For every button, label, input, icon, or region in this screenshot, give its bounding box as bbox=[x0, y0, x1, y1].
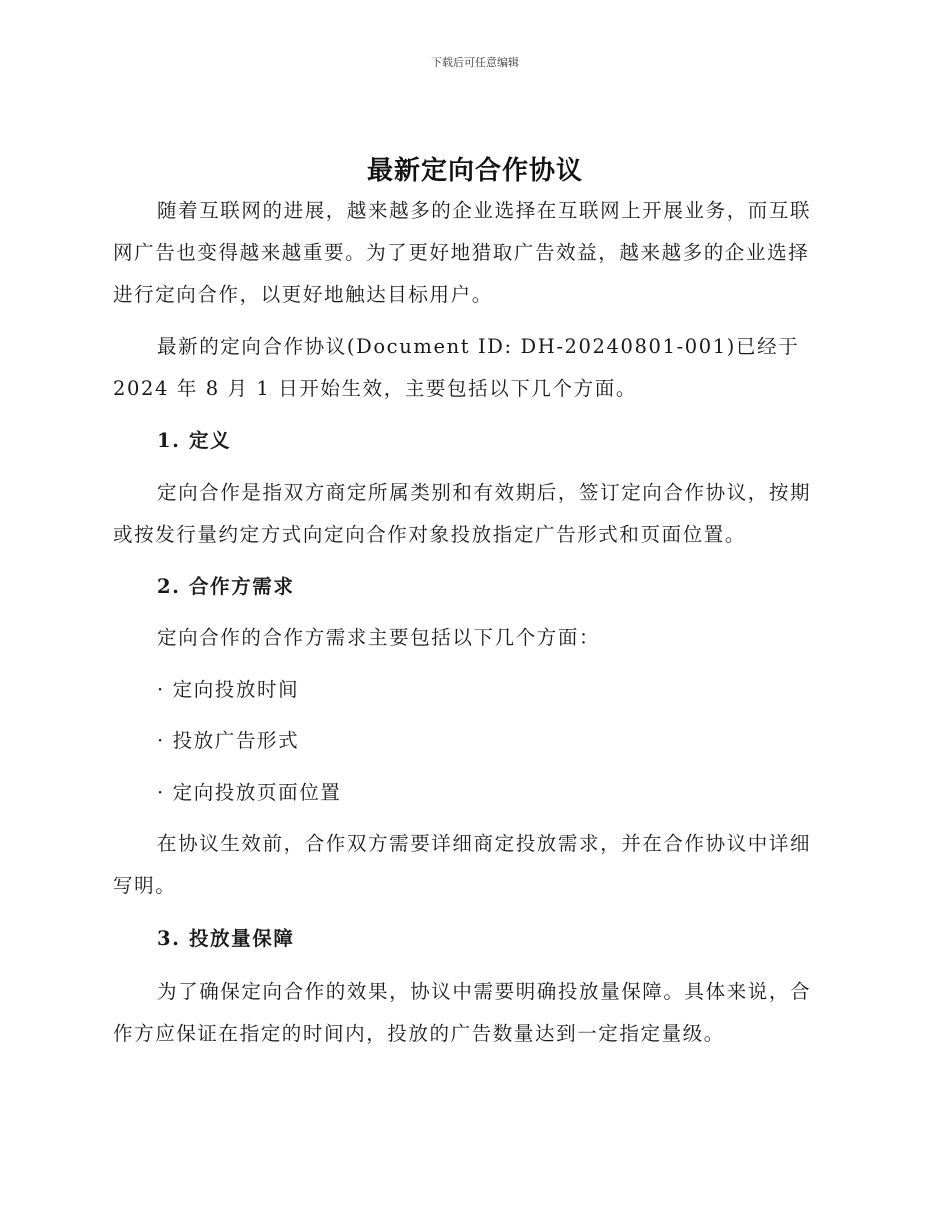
definition-paragraph: 定向合作是指双方商定所属类别和有效期后，签订定向合作协议，按期或按发行量约定方式向定向合作对象投放指定广告形式和页面位置。 bbox=[113, 481, 812, 546]
bullet-item: · 定向投放页面位置 bbox=[157, 781, 342, 804]
bullet-item: · 投放广告形式 bbox=[157, 729, 300, 752]
volume-paragraph: 为了确保定向合作的效果，协议中需要明确投放量保障。具体来说，合作方应保证在指定的时间内，投放的广告数量达到一定指定量级。 bbox=[113, 980, 812, 1045]
document-title: 最新定向合作协议 bbox=[366, 156, 583, 186]
bullet-item: · 定向投放时间 bbox=[157, 678, 300, 701]
needs-intro-paragraph: 定向合作的合作方需求主要包括以下几个方面： bbox=[157, 626, 601, 649]
intro-paragraph: 随着互联网的进展，越来越多的企业选择在互联网上开展业务，而互联网广告也变得越来越重要。为了更好地猎取广告效益，越来越多的企业选择进行定向合作，以更好地触达目标用户。 bbox=[113, 199, 812, 306]
section-heading-volume: 3. 投放量保障 bbox=[157, 927, 295, 950]
section-heading-definition: 1. 定义 bbox=[157, 429, 232, 452]
header-note: 下载后可任意编辑 bbox=[431, 56, 519, 69]
needs-outro-paragraph: 在协议生效前，合作双方需要详细商定投放需求，并在合作协议中详细写明。 bbox=[113, 832, 812, 897]
effective-paragraph: 最新的定向合作协议(Document ID: DH-20240801-001)已经于 2024 年 8 月 1 日开始生效，主要包括以下几个方面。 bbox=[113, 335, 800, 400]
section-heading-needs: 2. 合作方需求 bbox=[157, 575, 295, 598]
